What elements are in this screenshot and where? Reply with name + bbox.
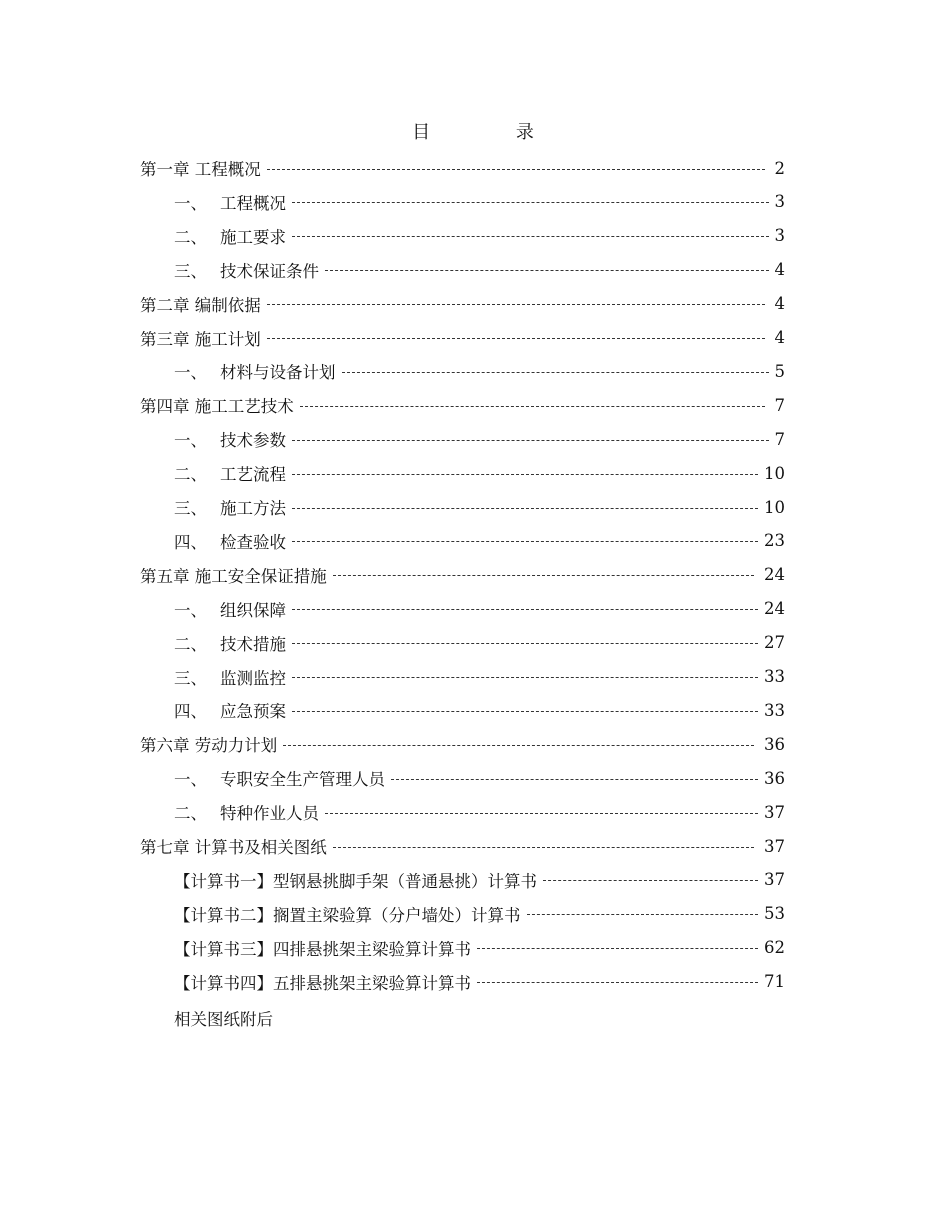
toc-calc-entry [174, 931, 785, 965]
toc-entry-text: 【计算书四】五排悬挑架主梁验算计算书 [174, 973, 471, 993]
toc-section-entry [174, 524, 785, 558]
toc-title: 目 录 [412, 122, 574, 143]
toc-page-number: 24 [764, 565, 785, 585]
toc-entry-label [174, 495, 292, 519]
toc-page-number: 3 [774, 192, 785, 212]
toc-section-entry [174, 592, 785, 626]
toc-dash-leader [292, 440, 769, 441]
toc-page-number: 37 [764, 870, 785, 890]
toc-section-entry [174, 354, 785, 388]
toc-entry-number: 一、 [174, 600, 207, 620]
toc-calc-entry [174, 965, 785, 999]
toc-dash-leader [477, 982, 758, 983]
toc-entry-label [140, 156, 267, 180]
toc-entry-label [140, 292, 267, 316]
toc-section-entry [174, 761, 785, 795]
toc-section-entry [174, 422, 785, 456]
toc-chapter-entry [140, 727, 785, 761]
toc-entry-text: 施工要求 [220, 227, 286, 247]
toc-section-entry [174, 795, 785, 829]
toc-entry-label [174, 936, 477, 960]
toc-entry-label [174, 461, 292, 485]
toc-entry-label [174, 427, 292, 451]
toc-section-entry [174, 219, 785, 253]
toc-entry-number: 二、 [174, 804, 207, 824]
toc-entry-text: 工艺流程 [220, 465, 286, 485]
toc-entry-label [174, 359, 342, 383]
toc-dash-leader [292, 508, 758, 509]
toc-page-number: 36 [764, 734, 785, 754]
toc-footer-note: 相关图纸附后 [174, 1009, 273, 1029]
toc-entry-label [174, 800, 325, 824]
toc-entry-label [140, 326, 267, 350]
toc-entry-label [174, 597, 292, 621]
toc-page-number: 10 [764, 463, 785, 483]
toc-page-number: 5 [774, 361, 785, 381]
toc-page-number: 2 [774, 158, 785, 178]
toc-entry-text: 第三章 施工计划 [140, 329, 261, 349]
toc-entry-text: 技术参数 [220, 431, 286, 451]
toc-dash-leader [267, 169, 765, 170]
toc-entry-number: 四、 [174, 532, 207, 552]
toc-page-number: 10 [764, 497, 785, 517]
toc-chapter-entry [140, 388, 785, 422]
toc-page-number: 23 [764, 531, 785, 551]
toc-entry-text: 技术保证条件 [220, 261, 319, 281]
toc-section-entry [174, 626, 785, 660]
toc-entry-label [174, 970, 477, 994]
toc-entry-text: 第一章 工程概况 [140, 160, 261, 179]
toc-entry-label [174, 631, 292, 655]
toc-entry-number: 二、 [174, 227, 207, 247]
toc-section-entry [174, 185, 785, 219]
toc-entry-label [174, 868, 543, 892]
toc-entry-label [174, 258, 325, 282]
toc-entry-text: 工程概况 [220, 193, 286, 213]
toc-calc-entry [174, 863, 785, 897]
toc-entry-text: 材料与设备计划 [220, 363, 336, 383]
toc-page-number: 36 [764, 768, 785, 788]
toc-entry-label [174, 698, 292, 722]
toc-dash-leader [333, 847, 754, 848]
toc-page-number: 4 [774, 328, 785, 347]
toc-entry-label [174, 665, 292, 689]
toc-chapter-entry [140, 829, 785, 863]
toc-entry-text: 第二章 编制依据 [140, 295, 261, 315]
toc-entry-number: 一、 [174, 431, 207, 451]
toc-entry-number: 一、 [174, 193, 207, 213]
toc-entry-number: 二、 [174, 465, 207, 485]
toc-page-number: 33 [764, 667, 785, 686]
toc-page-number: 33 [764, 700, 785, 720]
toc-section-entry [174, 456, 785, 490]
toc-page-number: 37 [764, 836, 785, 856]
toc-dash-leader [292, 711, 758, 712]
toc-entry-text: 【计算书一】型钢悬挑脚手架（普通悬挑）计算书 [174, 871, 537, 891]
toc-chapter-entry [140, 287, 785, 321]
toc-section-entry [174, 693, 785, 727]
toc-dash-leader [477, 948, 758, 949]
toc-dash-leader [300, 406, 765, 407]
toc-entry-text: 检查验收 [220, 532, 286, 552]
toc-entry-number: 四、 [174, 702, 207, 722]
toc-entry-text: 第七章 计算书及相关图纸 [140, 838, 327, 857]
toc-entry-text: 第四章 施工工艺技术 [140, 397, 294, 417]
toc-dash-leader [292, 474, 758, 475]
toc-entry-text: 应急预案 [220, 702, 286, 722]
toc-entry-text: 组织保障 [220, 600, 286, 620]
toc-dash-leader [292, 677, 758, 678]
toc-entry-label [140, 732, 283, 756]
toc-page-number: 71 [764, 972, 785, 992]
toc-entry-text: 施工方法 [220, 499, 286, 518]
toc-dash-leader [391, 779, 758, 780]
toc-dash-leader [283, 745, 754, 746]
toc-dash-leader [543, 880, 758, 881]
toc-section-entry [174, 253, 785, 287]
toc-dash-leader [292, 202, 769, 203]
toc-entry-label [174, 766, 391, 790]
toc-chapter-entry [140, 321, 785, 355]
toc-section-entry [174, 660, 785, 694]
toc-entry-label [174, 224, 292, 248]
toc-entry-label [140, 393, 300, 417]
toc-dash-leader [267, 338, 765, 339]
toc-entry-text: 【计算书三】四排悬挑架主梁验算计算书 [174, 939, 471, 959]
toc-entry-text: 特种作业人员 [220, 804, 319, 824]
toc-entry-text: 第六章 劳动力计划 [140, 736, 278, 756]
toc-dash-leader [292, 541, 758, 542]
toc-entry-number: 一、 [174, 363, 207, 383]
toc-page-number: 7 [774, 395, 785, 415]
toc-entry-label [174, 529, 292, 553]
toc-entry-number: 三、 [174, 499, 207, 518]
toc-entry-text: 专职安全生产管理人员 [220, 770, 385, 790]
toc-dash-leader [292, 609, 758, 610]
toc-dash-leader [527, 914, 759, 915]
toc-entry-label [174, 190, 292, 214]
toc-dash-leader [292, 643, 758, 644]
toc-dash-leader [342, 372, 769, 373]
toc-chapter-entry [140, 558, 785, 592]
toc-entry-number: 三、 [174, 668, 207, 688]
toc-dash-leader [325, 270, 769, 271]
toc-entry-text: 第五章 施工安全保证措施 [140, 566, 327, 586]
toc-dash-leader [325, 813, 758, 814]
toc-entry-number: 三、 [174, 261, 207, 281]
toc-section-entry [174, 490, 785, 524]
toc-page-number: 27 [764, 633, 785, 653]
toc-entry-label [140, 834, 333, 858]
toc-calc-entry [174, 897, 785, 931]
toc-page-number: 62 [764, 938, 785, 958]
toc-page-number: 4 [774, 294, 785, 314]
toc-entry-text: 技术措施 [220, 634, 286, 654]
toc-page-number: 3 [774, 226, 785, 246]
toc-dash-leader [333, 575, 754, 576]
toc-chapter-entry [140, 151, 785, 185]
toc-page-number: 37 [764, 802, 785, 822]
toc-entry-number: 二、 [174, 634, 207, 654]
toc-entry-text: 【计算书二】搁置主梁验算（分户墙处）计算书 [174, 905, 521, 925]
toc-dash-leader [267, 304, 765, 305]
toc-entry-label [140, 563, 333, 587]
toc-entry-text: 监测监控 [220, 668, 286, 688]
toc-page-number: 7 [774, 429, 785, 449]
toc-page-number: 24 [764, 599, 785, 619]
toc-entry-label [174, 902, 527, 926]
toc-dash-leader [292, 236, 769, 237]
toc-entry-number: 一、 [174, 770, 207, 790]
toc-page-number: 53 [764, 904, 785, 924]
toc-page-number: 4 [774, 260, 785, 280]
